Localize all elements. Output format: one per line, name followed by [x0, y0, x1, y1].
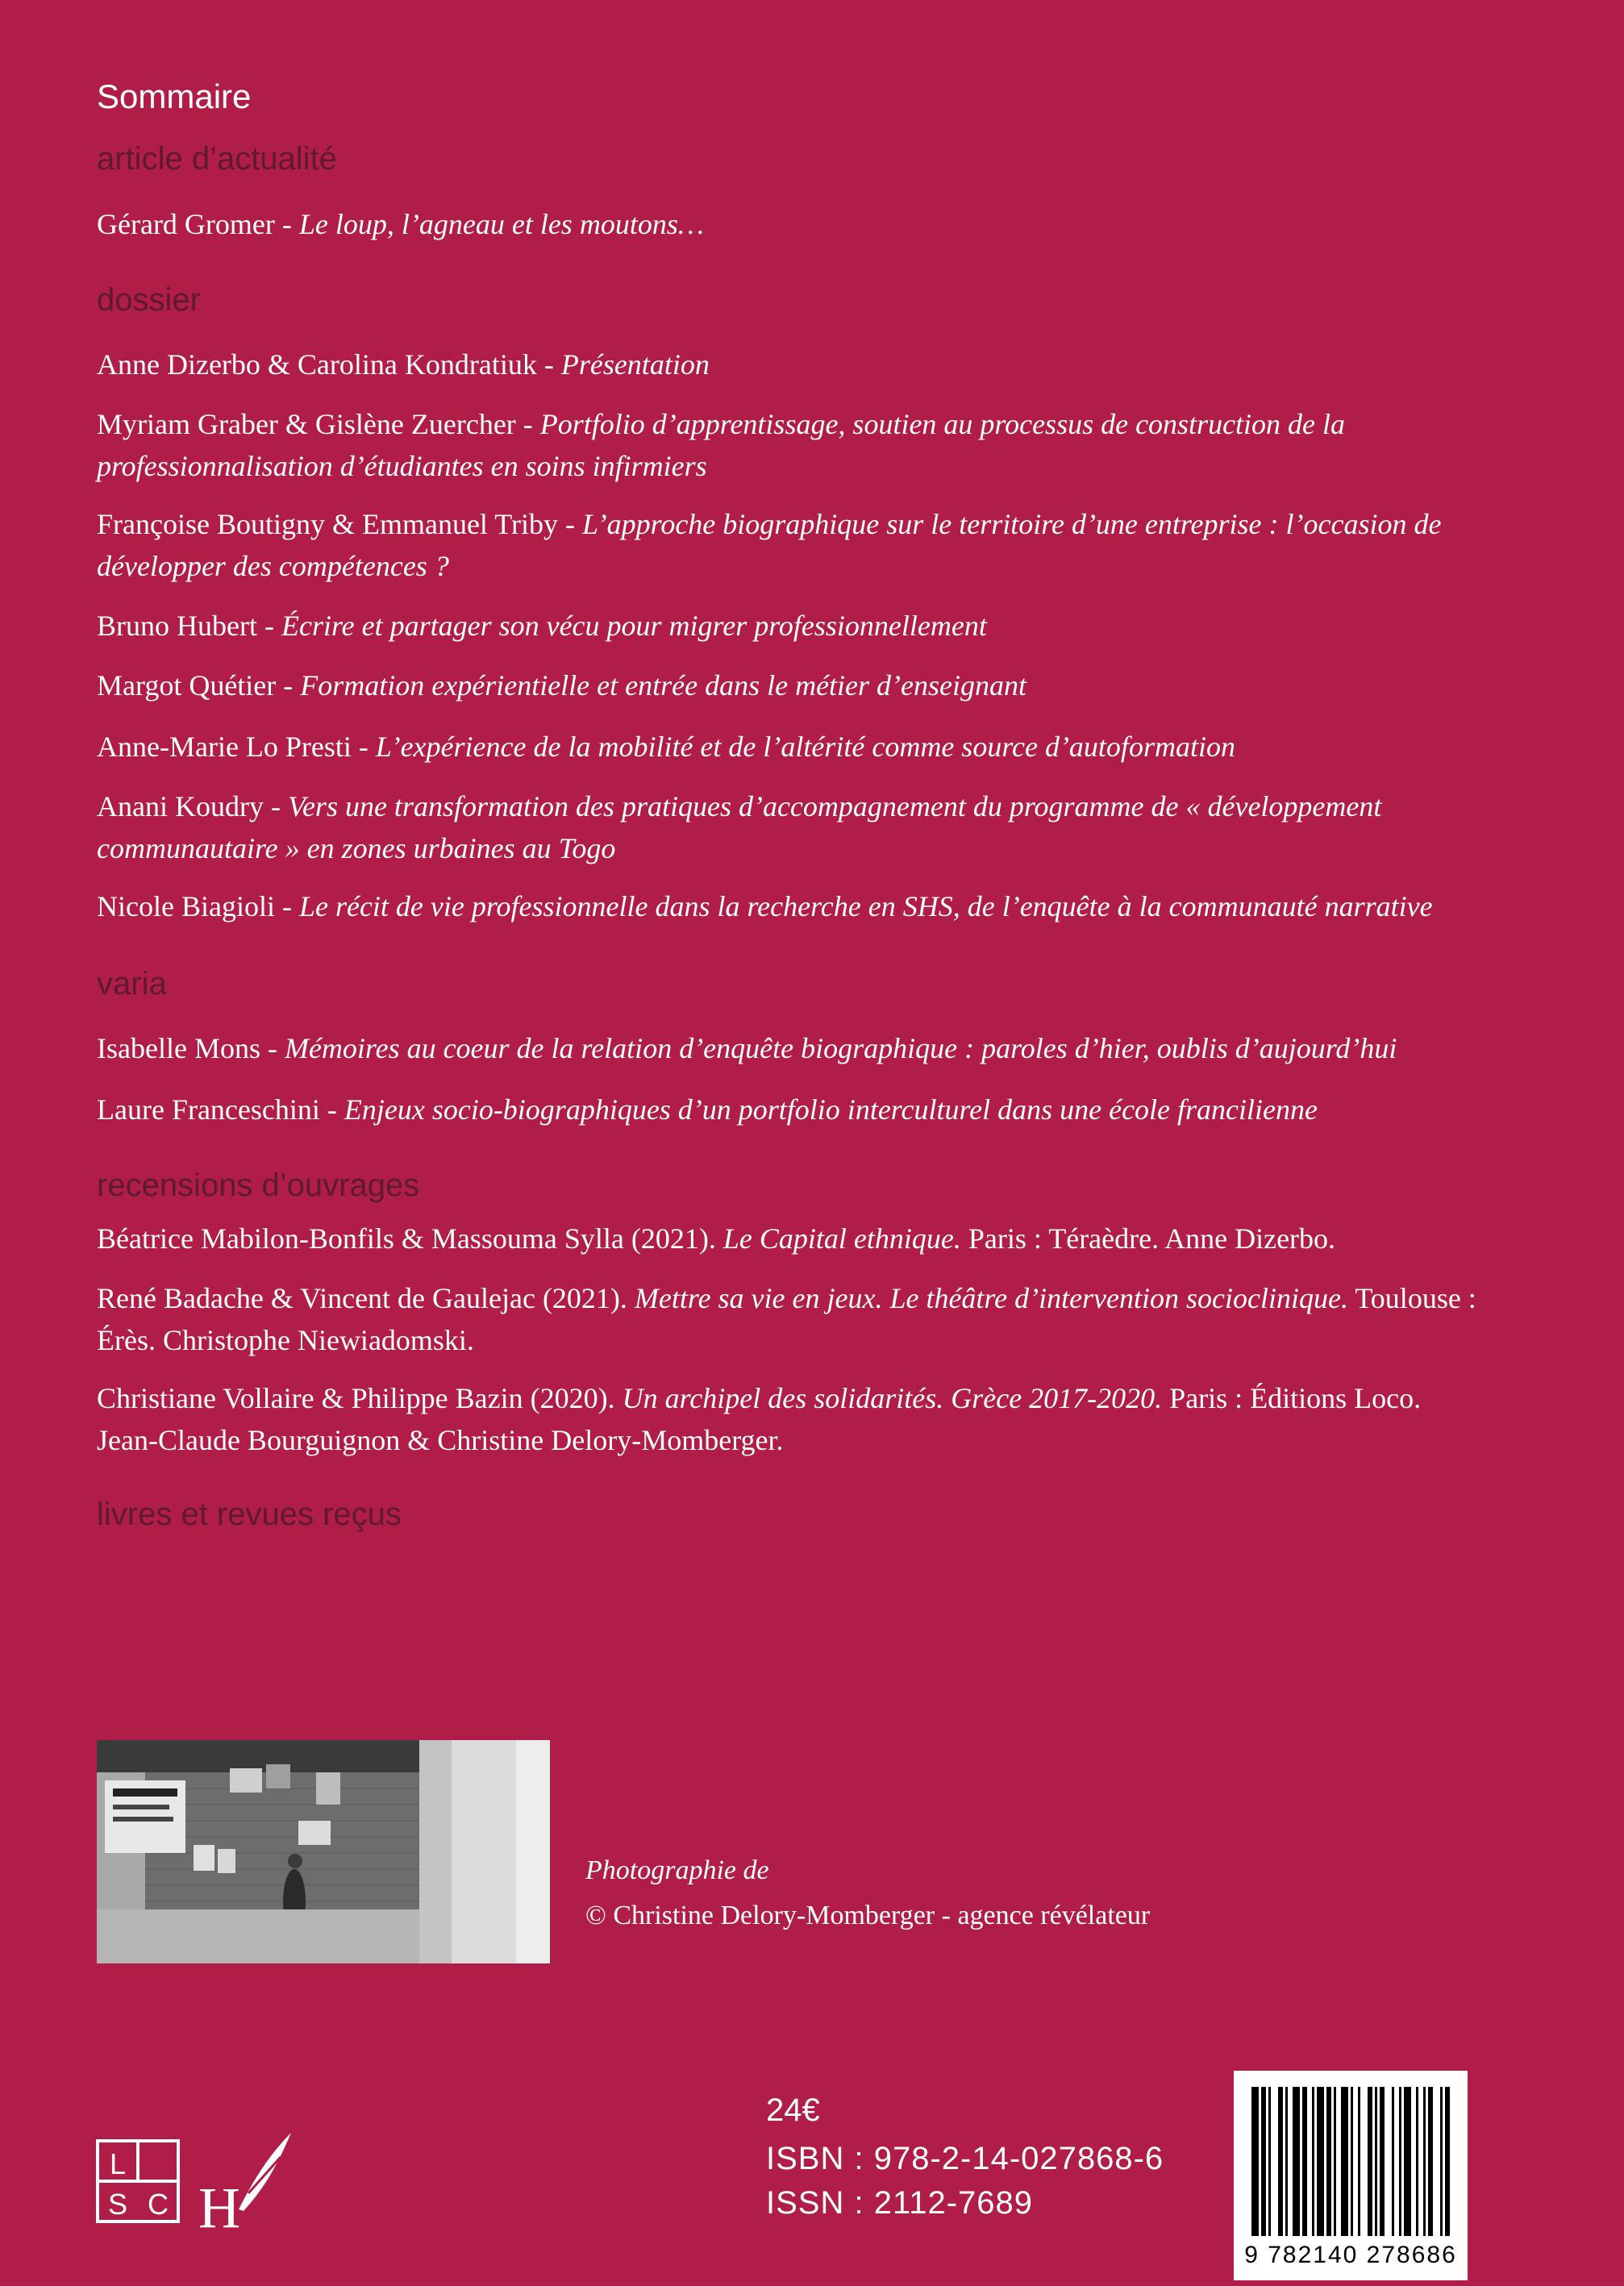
section-heading-recensions: recensions d’ouvrages	[97, 1168, 420, 1203]
barcode-bar	[1404, 2087, 1411, 2236]
toc-entry: Bruno Hubert - Écrire et partager son vécu pour migrer professionnellement	[97, 610, 987, 642]
photo-credit	[585, 1848, 1150, 1938]
lsc-letter-c: C	[148, 2188, 169, 2221]
toc-entry: Anani Koudry - Vers une transformation des pratiques d’accompagnement du programme de « développement communautaire » en zones urbaines au Togo	[97, 790, 1382, 864]
sommaire-title: Sommaire	[97, 77, 252, 115]
barcode-bar	[1312, 2087, 1314, 2236]
lsc-logo-mark	[95, 2138, 181, 2224]
toc-entry: Myriam Graber & Gislène Zuercher - Portfolio d’apprentissage, soutien au processus de construction de la professionnalisation d’étudiantes en soins infirmiers	[97, 408, 1346, 482]
toc-entry: Margot Quétier - Formation expérientielle et entrée dans le métier d’enseignant	[97, 669, 1027, 702]
barcode-bar	[1428, 2087, 1433, 2236]
barcode-bar	[1368, 2087, 1372, 2236]
review-entry: Christiane Vollaire & Philippe Bazin (2020). Un archipel des solidarités. Grèce 2017-2020. Paris : Éditions Loco. Jean-Claude Bourguignon & Christine Delory-Momberger.	[97, 1382, 1422, 1456]
street-photo-illustration	[97, 1740, 550, 1963]
barcode-bar	[1440, 2087, 1443, 2236]
barcode-bar	[1445, 2087, 1450, 2236]
toc-entry: Anne-Marie Lo Presti - L’expérience de la mobilité et de l’altérité comme source d’autoformation	[97, 731, 1235, 763]
barcode-bar	[1293, 2087, 1300, 2236]
barcode-bar	[1251, 2087, 1259, 2236]
photo-credit-label: Photographie de	[585, 1855, 769, 1885]
lsc-letter-s: S	[107, 2188, 128, 2221]
barcode-bar	[1423, 2087, 1426, 2236]
cover-photograph	[97, 1740, 550, 1963]
isbn: ISBN : 978-2-14-027868-6	[766, 2141, 1164, 2176]
review-entry: Béatrice Mabilon-Bonfils & Massouma Sylla (2021). Le Capital ethnique. Paris : Téraèdre. Anne Dizerbo.	[97, 1222, 1336, 1255]
price: 24€	[766, 2092, 820, 2128]
toc-entry: Gérard Gromer - Le loup, l’agneau et les moutons…	[97, 208, 704, 240]
barcode-bar	[1326, 2087, 1331, 2236]
lsc-letter-l: L	[109, 2147, 127, 2180]
barcode-bar	[1268, 2087, 1271, 2236]
barcode-bar	[1285, 2087, 1288, 2236]
section-heading-dossier: dossier	[97, 282, 201, 318]
barcode-bar	[1399, 2087, 1401, 2236]
barcode-bar	[1351, 2087, 1353, 2236]
barcode-bar	[1380, 2087, 1385, 2236]
toc-entry: Nicole Biagioli - Le récit de vie professionnelle dans la recherche en SHS, de l’enquête à la communauté narrative	[97, 890, 1433, 922]
barcode-bar	[1416, 2087, 1418, 2236]
toc-entry: Laure Franceschini - Enjeux socio-biographiques d’un portfolio interculturel dans une école francilienne	[97, 1093, 1318, 1126]
barcode-bar	[1375, 2087, 1377, 2236]
barcode-bar	[1341, 2087, 1348, 2236]
barcode-bar	[1302, 2087, 1307, 2236]
toc-entry: Anne Dizerbo & Carolina Kondratiuk - Présentation	[97, 348, 710, 381]
barcode-bar	[1392, 2087, 1394, 2236]
harmattan-letter: H	[198, 2176, 240, 2234]
barcode-bar	[1358, 2087, 1360, 2236]
section-heading-actualite: article d’actualité	[97, 141, 337, 177]
review-entry: René Badache & Vincent de Gaulejac (2021). Mettre sa vie en jeux. Le théâtre d’intervention socioclinique. Toulouse : Érès. Christophe Niewiadomski.	[97, 1282, 1476, 1356]
section-heading-livres: livres et revues reçus	[97, 1497, 402, 1532]
section-heading-varia: varia	[97, 966, 167, 1001]
harmattan-logo	[190, 2129, 295, 2234]
barcode-bar	[1317, 2087, 1324, 2236]
quill-icon	[190, 2129, 295, 2234]
issn: ISSN : 2112-7689	[766, 2185, 1034, 2221]
lsc-logo	[95, 2138, 181, 2224]
toc-entry: Françoise Boutigny & Emmanuel Triby - L’approche biographique sur le territoire d’une entreprise : l’occasion de développer des compétences ?	[97, 508, 1442, 582]
barcode-bar	[1261, 2087, 1266, 2236]
barcode-digits: 9 782140 278686	[1244, 2242, 1457, 2268]
photo-credit-author: © Christine Delory-Momberger - agence révélateur	[585, 1901, 1151, 1930]
barcode-bar	[1278, 2087, 1283, 2236]
barcode-bar	[1334, 2087, 1336, 2236]
toc-entry: Isabelle Mons - Mémoires au coeur de la relation d’enquête biographique : paroles d’hier, oublis d’aujourd’hui	[97, 1032, 1397, 1064]
